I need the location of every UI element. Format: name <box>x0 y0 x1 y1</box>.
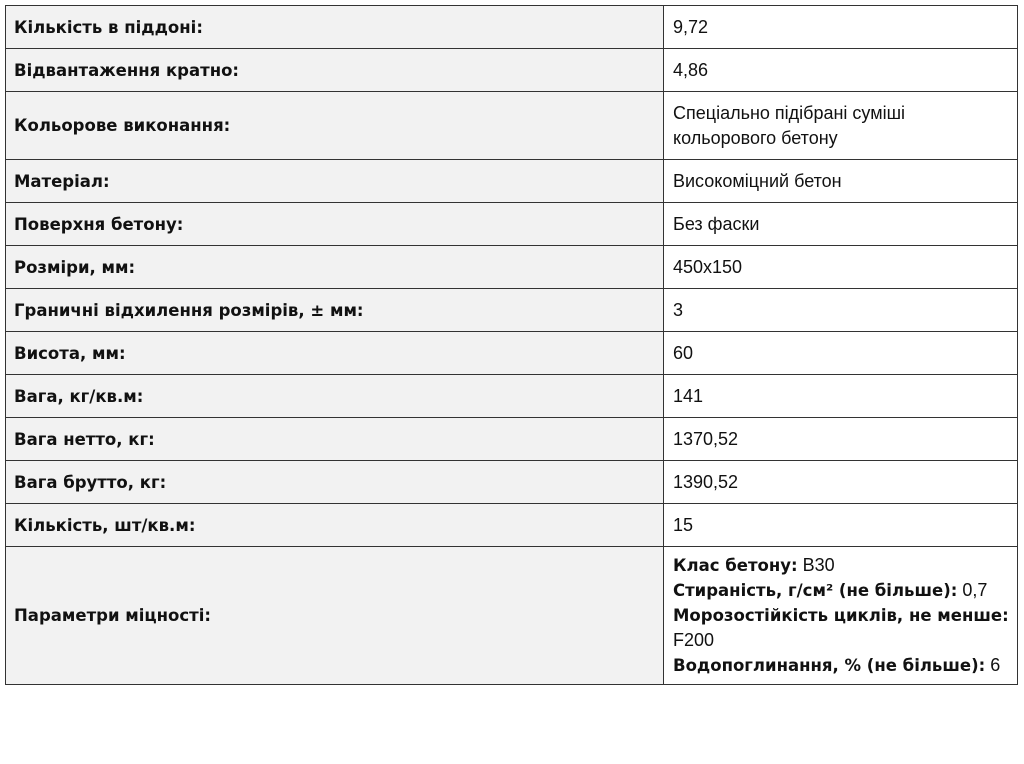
strength-item-concrete-class <box>673 553 1009 578</box>
spec-value: 1370,52 <box>664 418 1018 461</box>
spec-row-material <box>6 160 1018 203</box>
strength-item-water-absorption <box>673 653 1009 678</box>
spec-label: Кількість, шт/кв.м: <box>6 504 664 547</box>
spec-row-pieces-per-sqm <box>6 504 1018 547</box>
spec-label: Поверхня бетону: <box>6 203 664 246</box>
spec-value: Спеціально підібрані суміші кольорового бетону <box>664 92 1018 160</box>
strength-key: Морозостійкість циклів, не менше: <box>673 606 1009 625</box>
strength-value: F200 <box>673 630 715 650</box>
strength-parameters <box>664 547 1018 685</box>
spec-value: 3 <box>664 289 1018 332</box>
spec-row-tolerance <box>6 289 1018 332</box>
spec-value: Високоміцний бетон <box>664 160 1018 203</box>
spec-row-pallet-quantity <box>6 6 1018 49</box>
strength-item-abrasion <box>673 578 1009 603</box>
spec-value: 450x150 <box>664 246 1018 289</box>
specifications-table <box>5 5 1018 685</box>
spec-row-gross-weight <box>6 461 1018 504</box>
strength-key: Клас бетону: <box>673 556 798 575</box>
strength-item-frost-resistance <box>673 603 1009 653</box>
spec-label: Параметри міцності: <box>6 547 664 685</box>
strength-value: 6 <box>990 655 1001 675</box>
strength-value: 0,7 <box>962 580 988 600</box>
spec-label: Кількість в піддоні: <box>6 6 664 49</box>
spec-label: Вага брутто, кг: <box>6 461 664 504</box>
spec-value: Без фаски <box>664 203 1018 246</box>
spec-label: Кольорове виконання: <box>6 92 664 160</box>
spec-row-color <box>6 92 1018 160</box>
spec-label: Граничні відхилення розмірів, ± мм: <box>6 289 664 332</box>
spec-value: 15 <box>664 504 1018 547</box>
spec-row-strength <box>6 547 1018 685</box>
spec-row-dimensions <box>6 246 1018 289</box>
spec-label: Розміри, мм: <box>6 246 664 289</box>
spec-row-height <box>6 332 1018 375</box>
spec-row-shipment-multiple <box>6 49 1018 92</box>
spec-value: 60 <box>664 332 1018 375</box>
strength-value: B30 <box>802 555 835 575</box>
spec-value: 141 <box>664 375 1018 418</box>
spec-value: 4,86 <box>664 49 1018 92</box>
spec-row-net-weight <box>6 418 1018 461</box>
spec-row-surface <box>6 203 1018 246</box>
strength-key: Стираність, г/см² (не більше): <box>673 581 958 600</box>
spec-value: 9,72 <box>664 6 1018 49</box>
spec-row-weight-per-sqm <box>6 375 1018 418</box>
spec-value: 1390,52 <box>664 461 1018 504</box>
spec-label: Вага, кг/кв.м: <box>6 375 664 418</box>
spec-label: Матеріал: <box>6 160 664 203</box>
strength-key: Водопоглинання, % (не більше): <box>673 656 986 675</box>
spec-label: Висота, мм: <box>6 332 664 375</box>
spec-label: Відвантаження кратно: <box>6 49 664 92</box>
spec-label: Вага нетто, кг: <box>6 418 664 461</box>
